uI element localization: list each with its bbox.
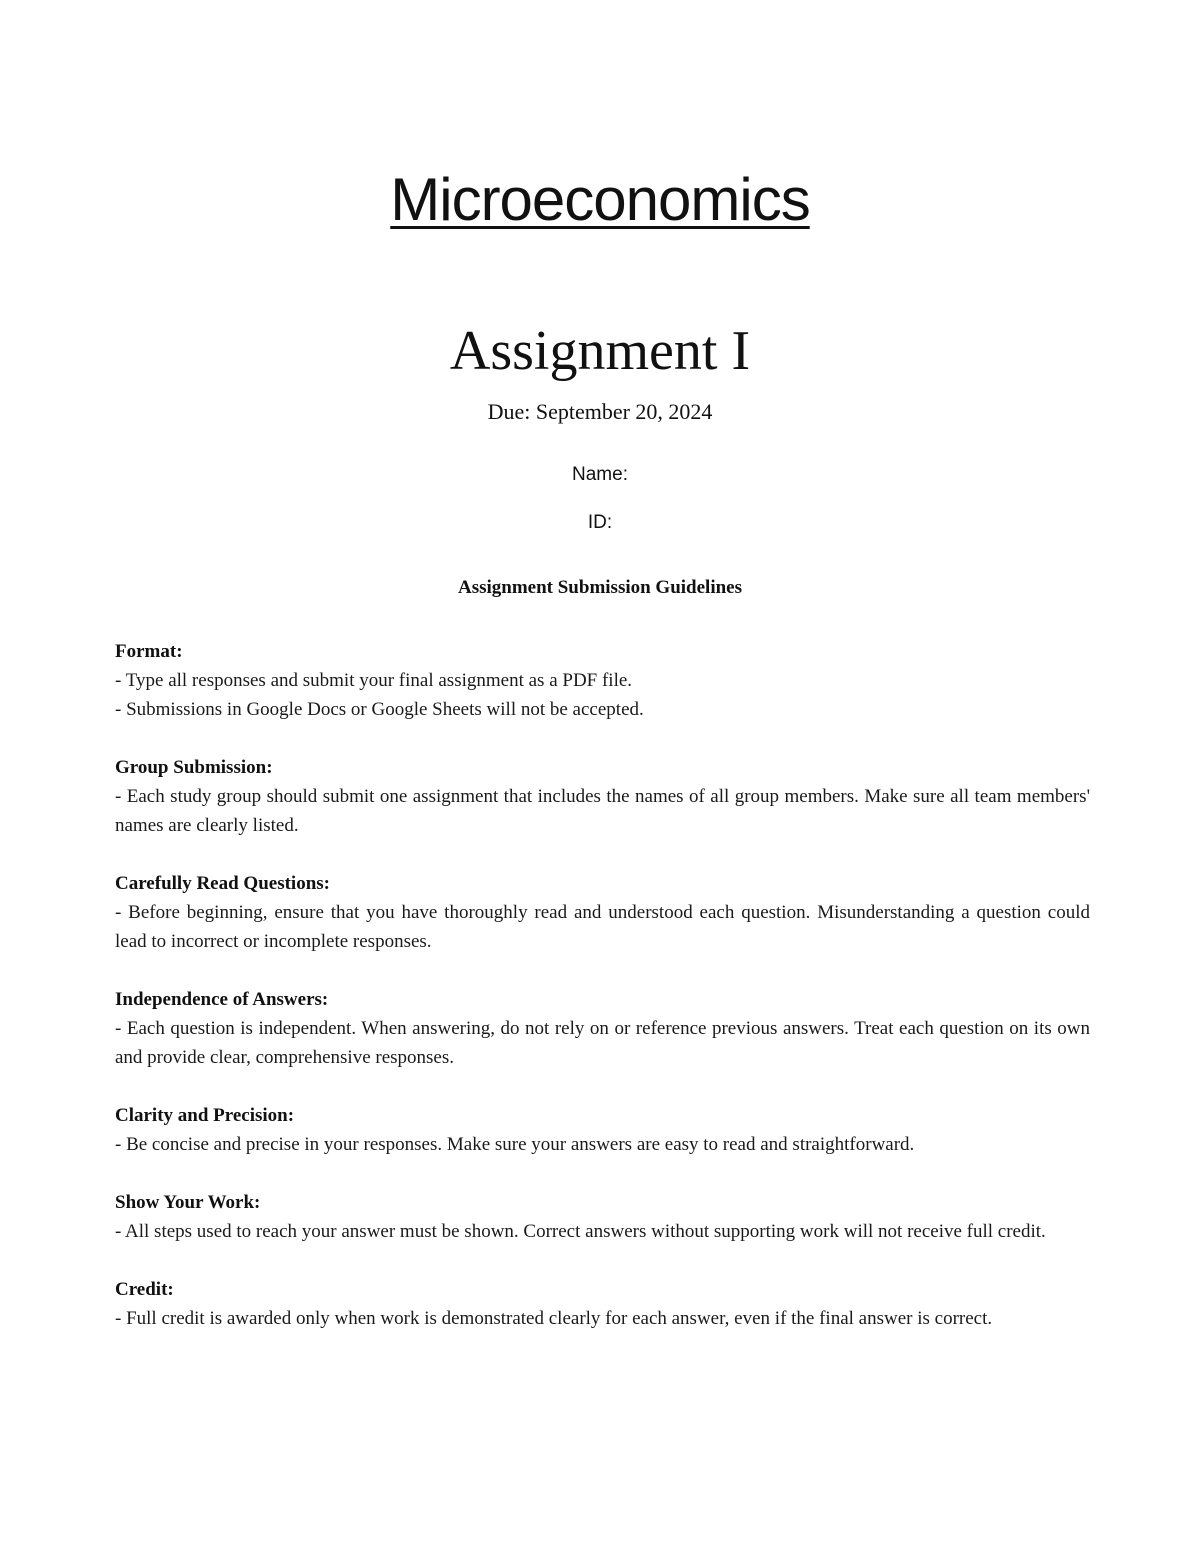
section-credit — [115, 1275, 1090, 1333]
name-label: Name: — [572, 464, 628, 485]
section-heading: Group Submission: — [115, 757, 273, 778]
section-clarity — [115, 1101, 1090, 1159]
section-heading: Credit: — [115, 1279, 174, 1300]
section-text: - Submissions in Google Docs or Google Sheets will not be accepted. — [115, 699, 644, 720]
section-show-work — [115, 1188, 1090, 1246]
guidelines-heading: Assignment Submission Guidelines — [457, 577, 743, 598]
section-heading: Independence of Answers: — [115, 989, 329, 1010]
id-label: ID: — [587, 512, 613, 533]
section-heading: Carefully Read Questions: — [115, 873, 330, 894]
section-text: - Each question is independent. When answering, do not rely on or reference previous answers. Treat each question on its own and provide clear, comprehensive responses. — [115, 1018, 1090, 1068]
section-text: - Each study group should submit one assignment that includes the names of all group members. Make sure all team members' names are clearly listed. — [115, 786, 1090, 836]
section-text: - Before beginning, ensure that you have thoroughly read and understood each question. Misunderstanding a question could lead to incorrect or incomplete responses. — [115, 902, 1090, 952]
section-independence — [115, 985, 1090, 1072]
section-heading: Clarity and Precision: — [115, 1105, 295, 1126]
guidelines-sections — [115, 637, 1090, 1362]
section-read-questions — [115, 869, 1090, 956]
section-format — [115, 637, 1090, 724]
section-text: - Type all responses and submit your final assignment as a PDF file. — [115, 670, 633, 691]
section-group-submission — [115, 753, 1090, 840]
section-heading: Show Your Work: — [115, 1192, 261, 1213]
section-heading: Format: — [115, 641, 183, 662]
due-date: Due: September 20, 2024 — [487, 399, 713, 424]
section-text: - Full credit is awarded only when work is demonstrated clearly for each answer, even if the final answer is correct. — [115, 1308, 993, 1329]
course-title: Microeconomics — [390, 166, 810, 233]
section-text: - All steps used to reach your answer must be shown. Correct answers without supporting work will not receive full credit. — [115, 1221, 1046, 1242]
assignment-title: Assignment I — [449, 320, 751, 382]
section-text: - Be concise and precise in your responses. Make sure your answers are easy to read and straightforward. — [115, 1134, 915, 1155]
